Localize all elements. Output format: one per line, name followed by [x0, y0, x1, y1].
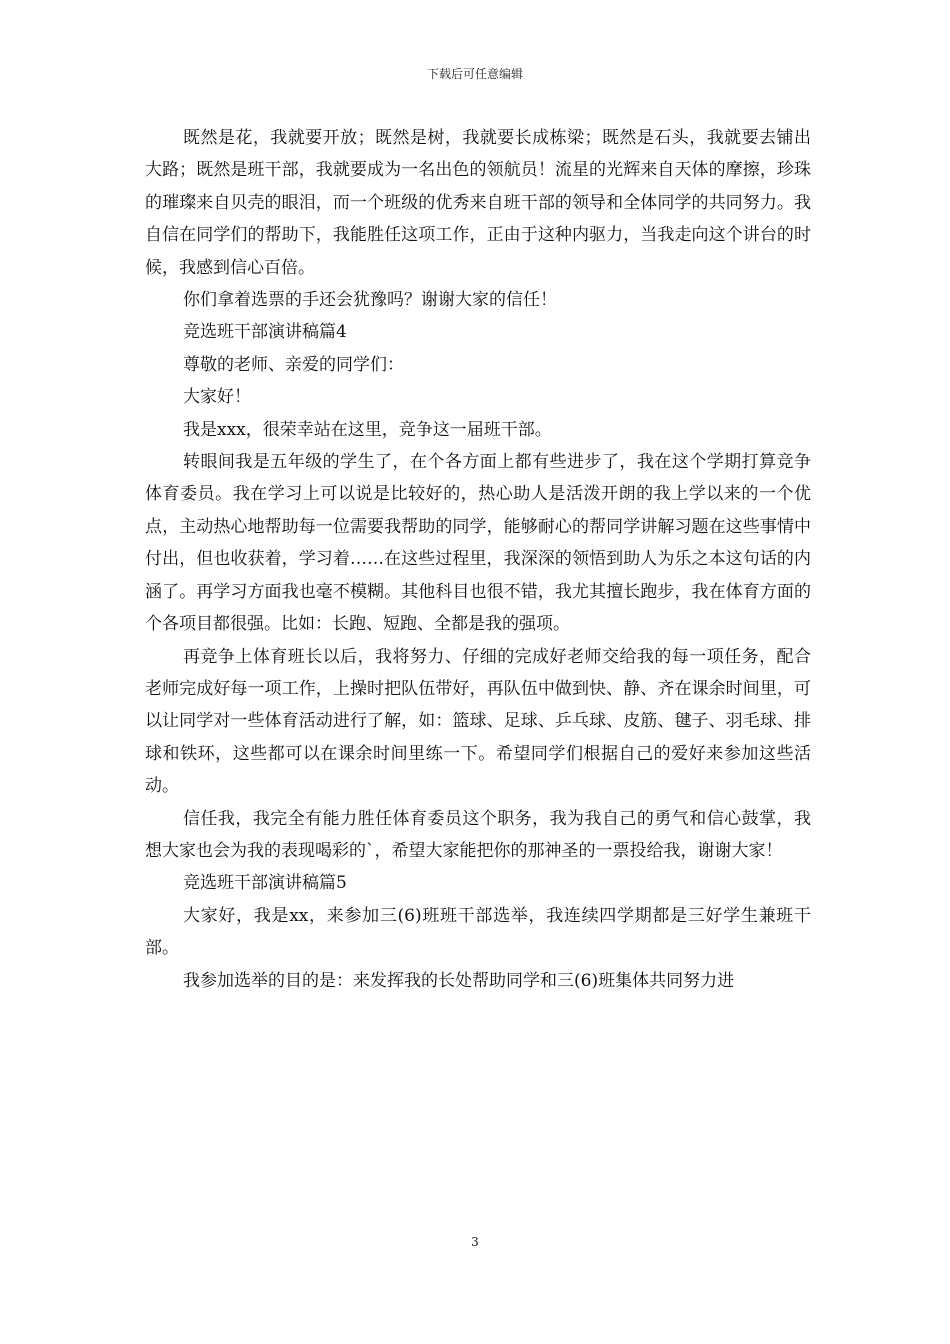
section-heading: 竞选班干部演讲稿篇4 [183, 322, 347, 343]
greeting: 大家好！ [183, 387, 251, 408]
paragraph: 转眼间我是五年级的学生了，在个各方面上都有些进步了，我在这个学期打算竞争体育委员。我在学习上可以说是比较好的，热心助人是活泼开朗的我上学以来的一个优点，主动热心地帮助每一位需要我帮助的同学，能够耐心的帮同学讲解习题在这些事情中付出，但也收获着，学习着……在这些过程里，我深深的领悟到助人为乐之本这句话的内涵了。再学习方面我也毫不模糊。其他科目也很不错，我尤其擅长跑步，我在体育方面的个各项目都很强。比如：长跑、短跑、全都是我的强项。 [145, 452, 811, 635]
salutation: 尊敬的老师、亲爱的同学们： [183, 354, 404, 375]
paragraph: 我参加选举的目的是：来发挥我的长处帮助同学和三(6)班集体共同努力进 [183, 970, 735, 991]
paragraph: 再竞争上体育班长以后，我将努力、仔细的完成好老师交给我的每一项任务，配合老师完成好每一项工作，上操时把队伍带好，再队伍中做到快、静、齐在课余时间里，可以让同学对一些体育活动进行了解，如：篮球、足球、乒乓球、皮筋、毽子、羽毛球、排球和铁环，这些都可以在课余时间里练一下。希望同学们根据自己的爱好来参加这些活动。 [145, 646, 811, 797]
section-heading: 竞选班干部演讲稿篇5 [183, 873, 347, 894]
paragraph: 既然是花，我就要开放；既然是树，我就要长成栋梁；既然是石头，我就要去铺出大路；既然是班干部，我就要成为一名出色的领航员！流星的光辉来自天体的摩擦，珍珠的璀璨来自贝壳的眼泪，而一个班级的优秀来自班干部的领导和全体同学的共同努力。我自信在同学们的帮助下，我能胜任这项工作，正由于这种内驱力，当我走向这个讲台的时候，我感到信心百倍。 [145, 128, 811, 278]
page-header: 下载后可任意编辑 [426, 67, 523, 81]
paragraph: 大家好，我是xx，来参加三(6)班班干部选举，我连续四学期都是三好学生兼班干部。 [145, 905, 811, 959]
document-body [145, 122, 811, 997]
page-number: 3 [471, 1235, 479, 1249]
paragraph: 信任我，我完全有能力胜任体育委员这个职务，我为我自己的勇气和信心鼓掌，我想大家也会为我的表现喝彩的`，希望大家能把你的那神圣的一票投给我，谢谢大家！ [145, 808, 811, 861]
paragraph: 我是xxx，很荣幸站在这里，竞争这一届班干部。 [183, 419, 552, 440]
paragraph: 你们拿着选票的手还会犹豫吗？谢谢大家的信任！ [183, 290, 557, 311]
